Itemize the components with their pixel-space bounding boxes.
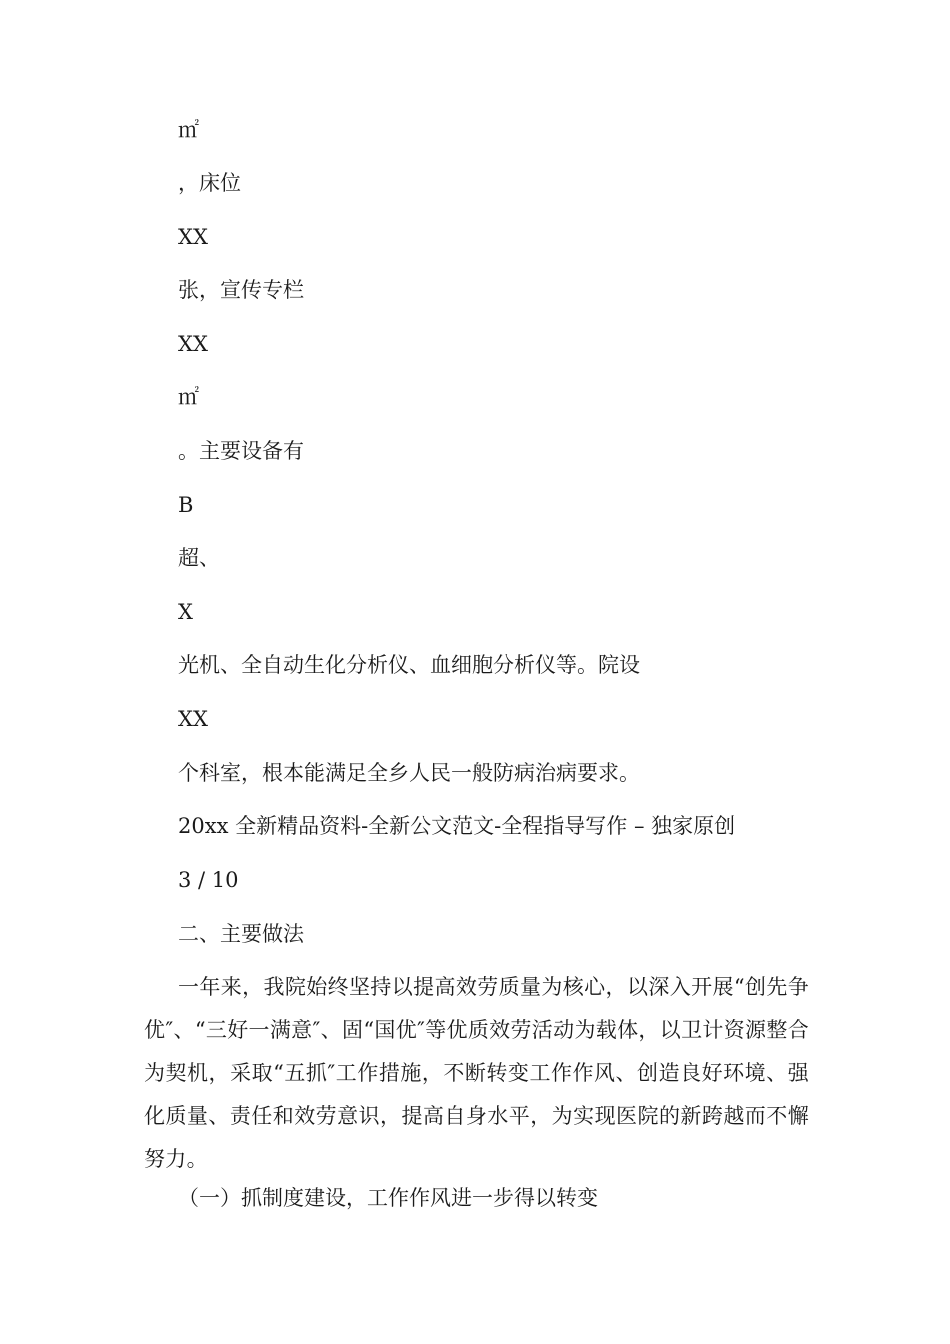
text-line-beds: ，床位 — [178, 171, 241, 195]
text-line-b: B — [178, 493, 194, 517]
page-number: 3 / 10 — [178, 868, 239, 892]
text-line-bulletin: 张，宣传专栏 — [178, 278, 304, 302]
footer-banner: 20xx 全新精品资料-全新公文范文-全程指导写作 – 独家原创 — [178, 814, 736, 838]
text-line-xx-3: XX — [178, 707, 208, 731]
text-line-departments: 个科室，根本能满足全乡人民一般防病治病要求。 — [178, 761, 640, 785]
subsection-heading: （一）抓制度建设，工作作风进一步得以转变 — [178, 1186, 598, 1210]
body-paragraph: 一年来，我院始终坚持以提高效劳质量为核心，以深入开展“创先争优″、“三好一满意″、固“国优″等优质效劳活动为载体，以卫计资源整合为契机，采取“五抓″工作措施，不断转变工作作风、创造良好环境、强化质量、责任和效劳意识，提高自身水平，为实现医院的新跨越而不懈努力。 — [144, 975, 809, 1171]
section-heading: 二、主要做法 — [178, 922, 304, 946]
text-line-x: X — [178, 600, 193, 624]
text-line-unit-sqm-2: ㎡ — [178, 385, 199, 409]
text-line-xray: 光机、全自动生化分析仪、血细胞分析仪等。院设 — [178, 653, 640, 677]
text-line-equipment: 。主要设备有 — [178, 439, 304, 463]
text-line-unit-sqm-1: ㎡ — [178, 118, 199, 142]
text-line-xx-1: XX — [178, 225, 208, 249]
text-line-ultrasound: 超、 — [178, 546, 220, 570]
text-line-xx-2: XX — [178, 332, 208, 356]
